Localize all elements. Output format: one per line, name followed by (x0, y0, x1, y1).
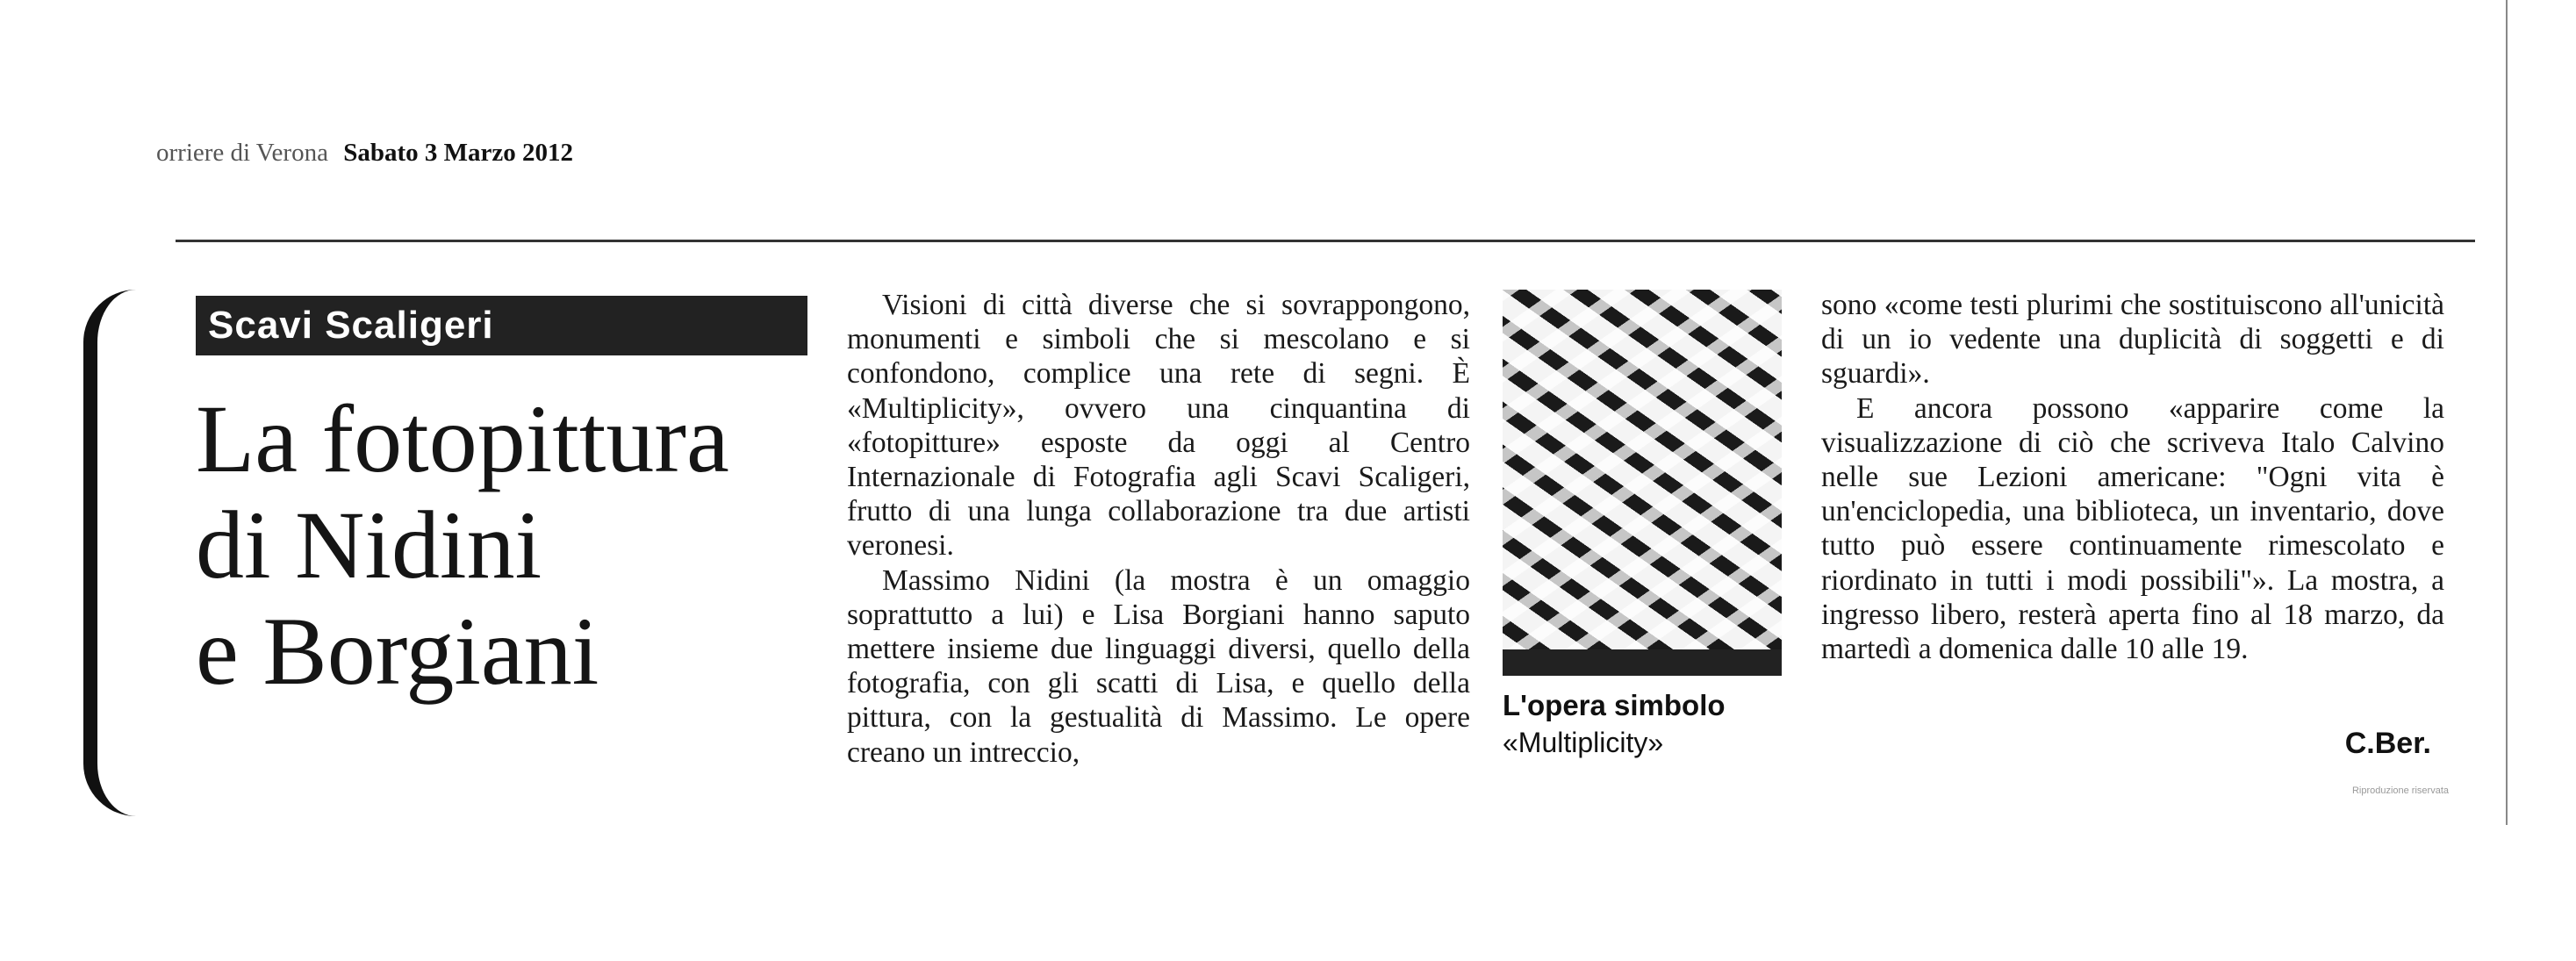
article-bracket (83, 290, 136, 816)
newspaper-name: orriere di Verona (156, 139, 328, 167)
top-rule (176, 240, 2475, 242)
issue-date: Sabato 3 Marzo 2012 (343, 139, 573, 167)
artwork-photo-shadow (1503, 649, 1782, 676)
headline (196, 386, 845, 705)
footer-credit: Riproduzione riservata (2351, 785, 2449, 796)
masthead (156, 139, 573, 168)
artwork-photo-texture (1503, 290, 1782, 676)
headline-line: La fotopittura (196, 385, 729, 492)
headline-line: e Borgiani (196, 598, 599, 705)
headline-line: di Nidini (196, 491, 542, 599)
body-paragraph: E ancora possono «apparire come la visualizzazione di ciò che scriveva Italo Calvino nelle sue Lezioni americane: "Ogni vita è un'enciclopedia, una biblioteca, un inventario, dove tutto può essere continuamente rimescolato e riordinato in tutti i modi possibili"». La mostra, a ingresso libero, resterà aperta fino al 18 marzo, da martedì a domenica dalle 10 alle 19. (1821, 391, 2444, 666)
photo-caption-subtitle: «Multiplicity» (1503, 727, 1664, 758)
body-column-middle (847, 288, 1470, 770)
body-paragraph: Massimo Nidini (la mostra è un omaggio soprattutto a lui) e Lisa Borgiani hanno saputo mettere insieme due linguaggi diversi, quello della fotografia, con gli scatti di Lisa, e quello della pittura, con la gestualità di Massimo. Le opere creano un intreccio, (847, 563, 1470, 769)
page-edge (2506, 0, 2508, 825)
author-signature: C.Ber. (2344, 727, 2431, 760)
section-label: Scavi Scaligeri (196, 296, 807, 355)
body-column-right (1821, 288, 2444, 666)
body-paragraph: sono «come testi plurimi che sostituiscono all'unicità di un io vedente una duplicità di soggetti e di sguardi». (1821, 289, 2444, 391)
body-paragraph: Visioni di città diverse che si sovrappongono, monumenti e simboli che si mescolano e si confondono, complice una rete di segni. È «Multiplicity», ovvero una cinquantina di «fotopitture» esposte da oggi al Centro Internazionale di Fotografia agli Scavi Scaligeri, frutto di una lunga collaborazione tra due artisti veronesi. (847, 289, 1470, 563)
photo-caption-title: L'opera simbolo (1503, 689, 1726, 721)
